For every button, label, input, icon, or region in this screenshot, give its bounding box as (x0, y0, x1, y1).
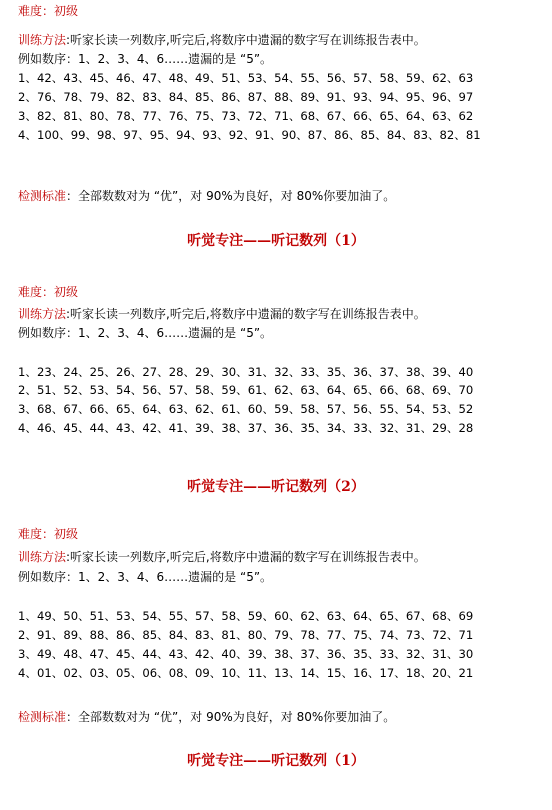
difficulty-line (18, 527, 78, 541)
method-line (18, 33, 426, 47)
difficulty-value: 初级 (54, 285, 79, 299)
method-label: 训练方法 (18, 307, 67, 321)
sequence-row: 2、51、52、53、54、56、57、58、59、61、62、63、64、65、66、68、69、70 (18, 383, 474, 397)
method-text: :听家长读一列数序,听完后,将数序中遗漏的数字写在训练报告表中。 (66, 33, 426, 47)
difficulty-line (18, 285, 78, 299)
sequence-row: 1、42、43、45、46、47、48、49、51、53、54、55、56、57、58、59、62、63 (18, 71, 474, 85)
standard-line (18, 710, 395, 724)
standard-text: ：全部数数对为 “优”，对 90%为良好，对 80%你要加油了。 (66, 189, 396, 203)
standard-label: 检测标准 (18, 189, 67, 203)
difficulty-line (18, 4, 78, 18)
difficulty-label: 难度： (18, 527, 55, 541)
difficulty-label: 难度： (18, 285, 55, 299)
example-line: 例如数序：1、2、3、4、6……遗漏的是 “5”。 (18, 570, 273, 584)
difficulty-value: 初级 (54, 527, 79, 541)
sequence-row: 1、23、24、25、26、27、28、29、30、31、32、33、35、36、37、38、39、40 (18, 365, 474, 379)
difficulty-value: 初级 (54, 4, 79, 18)
sequence-row: 4、100、99、98、97、95、94、93、92、91、90、87、86、85、84、83、82、81 (18, 128, 481, 142)
sequence-row: 3、49、48、47、45、44、43、42、40、39、38、37、36、35、33、32、31、30 (18, 647, 474, 661)
section-heading: 听觉专注——听记数列（1） (187, 233, 365, 249)
example-line: 例如数序：1、2、3、4、6……遗漏的是 “5”。 (18, 52, 273, 66)
method-text: :听家长读一列数序,听完后,将数序中遗漏的数字写在训练报告表中。 (66, 307, 426, 321)
sequence-row: 4、01、02、03、05、06、08、09、10、11、13、14、15、16、17、18、20、21 (18, 666, 474, 680)
sequence-row: 4、46、45、44、43、42、41、39、38、37、36、35、34、33、32、31、29、28 (18, 421, 474, 435)
section-heading: 听觉专注——听记数列（2） (187, 479, 365, 495)
standard-text: ：全部数数对为 “优”，对 90%为良好，对 80%你要加油了。 (66, 710, 396, 724)
standard-line (18, 189, 395, 203)
method-label: 训练方法 (18, 550, 67, 564)
method-line (18, 550, 426, 564)
method-text: :听家长读一列数序,听完后,将数序中遗漏的数字写在训练报告表中。 (66, 550, 426, 564)
section-heading: 听觉专注——听记数列（1） (187, 753, 365, 769)
sequence-row: 3、82、81、80、78、77、76、75、73、72、71、68、67、66、65、64、63、62 (18, 109, 474, 123)
method-label: 训练方法 (18, 33, 67, 47)
difficulty-label: 难度： (18, 4, 55, 18)
sequence-row: 2、76、78、79、82、83、84、85、86、87、88、89、91、93、94、95、96、97 (18, 90, 474, 104)
sequence-row: 2、91、89、88、86、85、84、83、81、80、79、78、77、75、74、73、72、71 (18, 628, 474, 642)
standard-label: 检测标准 (18, 710, 67, 724)
sequence-row: 3、68、67、66、65、64、63、62、61、60、59、58、57、56、55、54、53、52 (18, 402, 474, 416)
method-line (18, 307, 426, 321)
sequence-row: 1、49、50、51、53、54、55、57、58、59、60、62、63、64、65、67、68、69 (18, 609, 474, 623)
example-line: 例如数序：1、2、3、4、6……遗漏的是 “5”。 (18, 326, 273, 340)
